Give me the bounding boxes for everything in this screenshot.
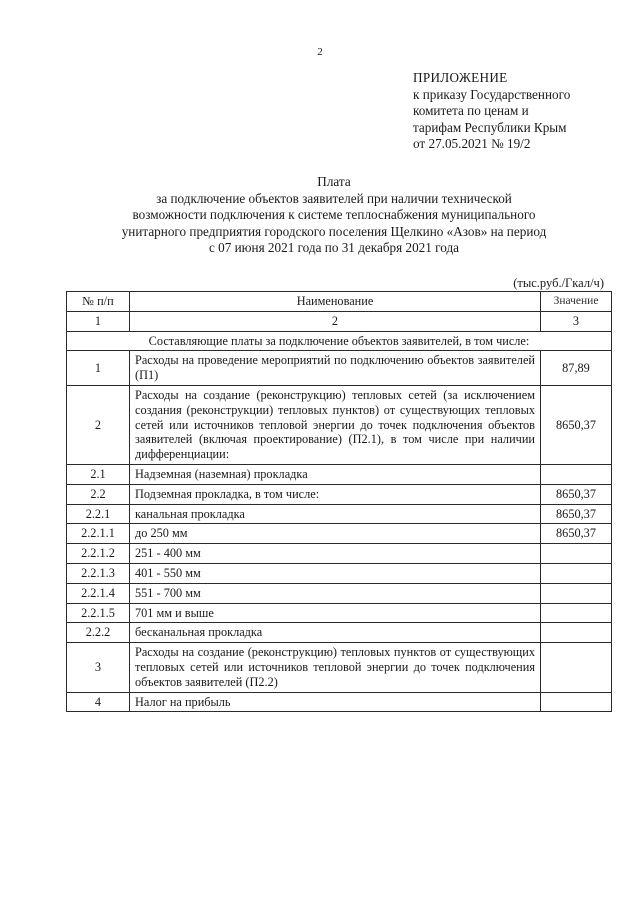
row-name: Расходы на создание (реконструкцию) тепловых пунктов от существующих тепловых сетей или источников тепловой энергии до точек подключения объектов заявителей (П2.2) <box>130 643 541 692</box>
appendix-heading: ПРИЛОЖЕНИЕ <box>413 70 508 85</box>
title-line: за подключение объектов заявителей при наличии технической <box>156 190 512 206</box>
header-number: № п/п <box>67 292 130 312</box>
row-value <box>541 643 612 692</box>
table-row <box>67 484 612 504</box>
row-name: 701 мм и выше <box>130 603 541 623</box>
row-number: 1 <box>67 351 130 386</box>
row-number: 2.2.1.1 <box>67 524 130 544</box>
appendix-line: к приказу Государственного <box>413 86 571 102</box>
table-row <box>67 603 612 623</box>
row-value <box>541 583 612 603</box>
row-number: 2.2.1.3 <box>67 563 130 583</box>
row-number: 2.2.1.4 <box>67 583 130 603</box>
table-header-row <box>67 292 612 312</box>
row-value: 8650,37 <box>541 504 612 524</box>
row-name: бесканальная прокладка <box>130 623 541 643</box>
row-name: Надземная (наземная) прокладка <box>130 464 541 484</box>
row-name: до 250 мм <box>130 524 541 544</box>
row-number: 2.1 <box>67 464 130 484</box>
appendix-block <box>413 70 570 153</box>
row-value <box>541 464 612 484</box>
row-name: 551 - 700 мм <box>130 583 541 603</box>
table-row <box>67 464 612 484</box>
appendix-line: от 27.05.2021 № 19/2 <box>413 136 531 151</box>
row-number: 2.2.2 <box>67 623 130 643</box>
table-row <box>67 643 612 692</box>
row-value <box>541 692 612 712</box>
header-value: Значение <box>541 292 612 312</box>
table-row <box>67 692 612 712</box>
table-row <box>67 544 612 564</box>
table-row <box>67 524 612 544</box>
table-row <box>67 385 612 464</box>
row-value <box>541 623 612 643</box>
col-index: 1 <box>67 311 130 331</box>
row-number: 2.2.1.2 <box>67 544 130 564</box>
table-row <box>67 504 612 524</box>
row-value: 87,89 <box>541 351 612 386</box>
row-number: 2 <box>67 385 130 464</box>
row-name: Подземная прокладка, в том числе: <box>130 484 541 504</box>
title-line: с 07 июня 2021 года по 31 декабря 2021 года <box>208 240 460 255</box>
row-name: канальная прокладка <box>130 504 541 524</box>
title-word: Плата <box>317 174 351 189</box>
row-value <box>541 544 612 564</box>
row-number: 3 <box>67 643 130 692</box>
title-line: унитарного предприятия городского поселения Щелкино «Азов» на период <box>121 223 547 239</box>
table-row <box>67 583 612 603</box>
document-title <box>60 174 608 257</box>
row-name: Расходы на создание (реконструкцию) тепловых сетей (за исключением создания (реконструкции) тепловых пунктов) от существующих тепловых сетей или источников тепловой энергии до точек подключения объектов заявителей (включая проектирование) (П2.1), в том числе при наличии дифференциации: <box>130 385 541 464</box>
section-row <box>67 331 612 351</box>
row-value <box>541 563 612 583</box>
row-value: 8650,37 <box>541 385 612 464</box>
table-row <box>67 351 612 386</box>
row-name: Налог на прибыль <box>130 692 541 712</box>
row-value: 8650,37 <box>541 484 612 504</box>
row-value: 8650,37 <box>541 524 612 544</box>
row-number: 2.2 <box>67 484 130 504</box>
appendix-line: тарифам Республики Крым <box>413 119 567 135</box>
row-number: 4 <box>67 692 130 712</box>
units-label: (тыс.руб./Гкал/ч) <box>513 276 604 290</box>
row-number: 2.2.1 <box>67 504 130 524</box>
title-line: возможности подключения к системе теплоснабжения муниципального <box>132 207 536 222</box>
col-index: 2 <box>130 311 541 331</box>
table-row <box>67 623 612 643</box>
row-name: 251 - 400 мм <box>130 544 541 564</box>
col-index: 3 <box>541 311 612 331</box>
page-number: 2 <box>317 46 323 58</box>
row-number: 2.2.1.5 <box>67 603 130 623</box>
row-name: Расходы на проведение мероприятий по подключению объектов заявителей (П1) <box>130 351 541 386</box>
appendix-line: комитета по ценам и <box>413 103 529 118</box>
table-row <box>67 563 612 583</box>
column-number-row <box>67 311 612 331</box>
section-title: Составляющие платы за подключение объектов заявителей, в том числе: <box>67 331 612 351</box>
fee-table <box>66 291 612 712</box>
row-name: 401 - 550 мм <box>130 563 541 583</box>
row-value <box>541 603 612 623</box>
header-name: Наименование <box>130 292 541 312</box>
